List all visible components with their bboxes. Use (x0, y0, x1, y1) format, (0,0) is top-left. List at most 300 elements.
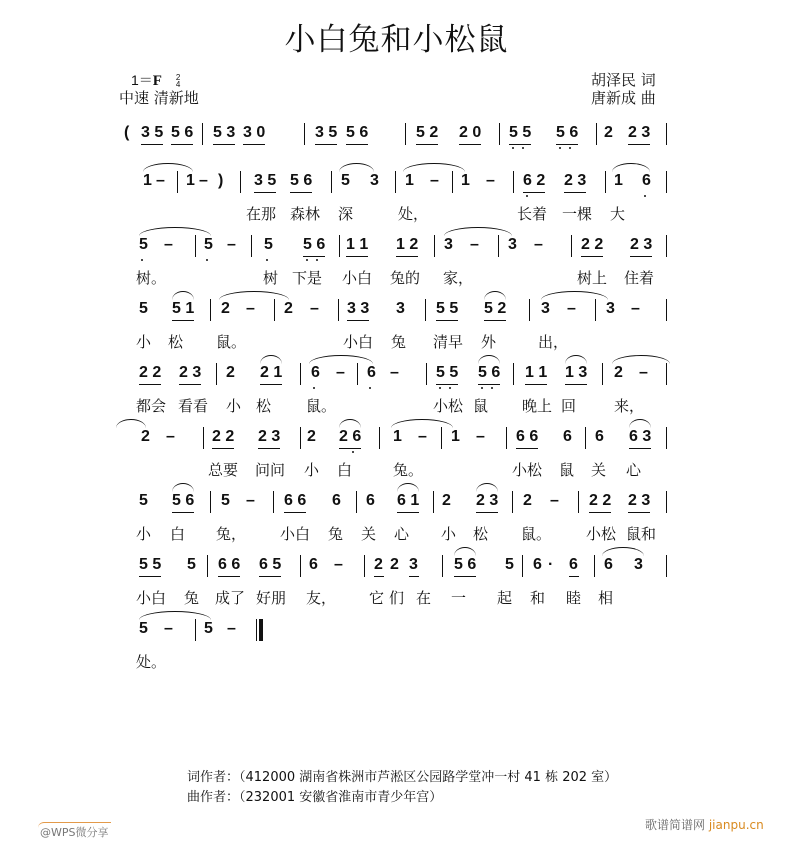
lyric-word: 森林 (290, 205, 321, 223)
score-line (0, 123, 793, 157)
beam-underline (218, 576, 240, 577)
key-signature (131, 71, 180, 90)
bar-line (595, 299, 596, 321)
note: 5 (204, 620, 213, 637)
lyric-word: 长着 (517, 205, 548, 223)
beam-underline (589, 512, 611, 513)
note: 2 6 (339, 428, 362, 445)
lyric-word: 兔 (184, 589, 200, 607)
lyric-word: 小白 (342, 269, 373, 287)
bar-line (666, 123, 667, 145)
lyric-word: 树。 (136, 269, 167, 287)
note: 1 (393, 428, 402, 445)
note: 3 0 (243, 124, 266, 141)
bar-line (498, 235, 499, 257)
beam-underline (212, 448, 234, 449)
lyric-line (0, 331, 793, 365)
bar-line (513, 363, 514, 385)
note: 2 3 (630, 236, 653, 253)
lyric-word: 都会 (136, 397, 167, 415)
lyric-word: 关 (361, 525, 377, 543)
lyric-word: 树上 (577, 269, 608, 287)
lyric-word: 好朋 (256, 589, 287, 607)
note: 6 (311, 364, 320, 381)
note: 6 3 (629, 428, 652, 445)
low-octave-dot (644, 195, 646, 197)
lyric-word: 鼠和 (626, 525, 657, 543)
note: 6 (563, 428, 572, 445)
note: – (631, 300, 640, 317)
lyric-line (0, 459, 793, 493)
note: 5 5 (139, 556, 162, 573)
lyric-word: 兔， (216, 525, 247, 543)
note: 5 3 (213, 124, 236, 141)
low-octave-dot (439, 387, 441, 389)
beam-underline (476, 512, 498, 513)
low-octave-dot (449, 387, 451, 389)
low-octave-dot (316, 259, 318, 261)
note: 3 5 (315, 124, 338, 141)
note: 2 (307, 428, 316, 445)
lyric-word: 处。 (136, 653, 167, 671)
note: 5 5 (436, 364, 459, 381)
note: – (227, 620, 236, 637)
note: 1 1 (346, 236, 369, 253)
bar-line (499, 123, 500, 145)
beam-underline (628, 512, 650, 513)
beam-underline (213, 144, 235, 145)
bar-line (274, 299, 275, 321)
lyric-line (0, 523, 793, 557)
note: 1 2 (396, 236, 419, 253)
beam-underline (556, 144, 578, 145)
note: – (567, 300, 576, 317)
beam-underline (254, 192, 276, 193)
bar-line (195, 619, 196, 641)
bar-line (210, 491, 211, 513)
lyric-word: 家， (443, 269, 474, 287)
beam-underline (172, 320, 194, 321)
bar-line (195, 235, 196, 257)
note: – (310, 300, 319, 317)
low-octave-dot (512, 147, 514, 149)
note: 6 (604, 556, 613, 573)
beam-underline (523, 192, 545, 193)
lyric-word: 白 (337, 461, 353, 479)
low-octave-dot (559, 147, 561, 149)
site-domain: jianpu.cn (708, 818, 764, 832)
note: 2 3 (179, 364, 202, 381)
beam-underline (315, 144, 337, 145)
low-octave-dot (352, 451, 354, 453)
bar-line (300, 555, 301, 577)
bar-line (338, 299, 339, 321)
note: 5 6 (303, 236, 326, 253)
bar-line (585, 427, 586, 449)
bar-line (433, 491, 434, 513)
lyric-word: 小白 (280, 525, 311, 543)
lyric-word: 来， (614, 397, 645, 415)
note: 1 (186, 172, 195, 189)
beam-underline (459, 144, 481, 145)
beam-underline (629, 448, 651, 449)
score-line (0, 235, 793, 269)
beam-underline (436, 320, 458, 321)
bar-line (666, 491, 667, 513)
bar-line (210, 299, 211, 321)
note: – (246, 492, 255, 509)
note: 2 (226, 364, 235, 381)
lyric-word: 和 (530, 589, 546, 607)
bar-line (594, 555, 595, 577)
slur-tie (403, 163, 465, 172)
note: 1 1 (525, 364, 548, 381)
bar-line (379, 427, 380, 449)
note: 2 3 (258, 428, 281, 445)
note: 1 (461, 172, 470, 189)
lyric-word: 兔 (328, 525, 344, 543)
low-octave-dot (526, 195, 528, 197)
low-octave-dot (206, 259, 208, 261)
lyric-word: 小松 (433, 397, 464, 415)
note: 6 (366, 492, 375, 509)
note: – (550, 492, 559, 509)
beam-underline (409, 576, 419, 577)
note: 1 (143, 172, 152, 189)
lyric-word: 大 (610, 205, 626, 223)
score-line (0, 363, 793, 397)
note: 6 (533, 556, 542, 573)
slur-tie (143, 163, 193, 172)
bar-line (202, 123, 203, 145)
note: 2 (374, 556, 383, 573)
lyric-word: 小松 (586, 525, 617, 543)
note: – (246, 300, 255, 317)
beam-underline (509, 144, 531, 145)
lyric-word: 看看 (178, 397, 209, 415)
note: 6 (569, 556, 578, 573)
site-watermark (645, 816, 764, 833)
score-line (0, 555, 793, 589)
lyric-word: 小 (304, 461, 320, 479)
lyric-word: 们 (389, 589, 405, 607)
lyric-word: 小 (226, 397, 242, 415)
note: 3 5 (254, 172, 277, 189)
song-title: 小白兔和小松鼠 (284, 22, 509, 58)
note: 2 (141, 428, 150, 445)
beam-underline (260, 384, 282, 385)
bar-line (339, 235, 340, 257)
beam-underline (525, 384, 547, 385)
beam-underline (172, 512, 194, 513)
beam-underline (416, 144, 438, 145)
beam-underline (396, 256, 418, 257)
lyric-word: 处， (398, 205, 429, 223)
beam-underline (516, 448, 538, 449)
lyric-word: 下是 (292, 269, 323, 287)
lyric-word: 心 (626, 461, 642, 479)
final-bar-thick (259, 619, 263, 641)
note: 6 5 (259, 556, 282, 573)
note: 5 6 (171, 124, 194, 141)
note: 2 2 (212, 428, 235, 445)
lyric-word: 小 (136, 333, 152, 351)
bar-line (666, 299, 667, 321)
note: – (639, 364, 648, 381)
bar-line (452, 171, 453, 193)
score-line (0, 299, 793, 333)
low-octave-dot (369, 387, 371, 389)
note: 5 6 (290, 172, 313, 189)
bar-line (571, 235, 572, 257)
note: – (470, 236, 479, 253)
note: ( (124, 124, 130, 141)
low-octave-dot (481, 387, 483, 389)
key-label: 1＝ (131, 72, 153, 88)
note: 1 (451, 428, 460, 445)
note: 3 5 (141, 124, 164, 141)
note: 5 5 (436, 300, 459, 317)
note: 1 (614, 172, 623, 189)
lyric-word: 小松 (512, 461, 543, 479)
beam-underline (454, 576, 476, 577)
note: – (390, 364, 399, 381)
beam-underline (259, 576, 281, 577)
lyric-word: 睦 (566, 589, 582, 607)
bar-line (426, 363, 427, 385)
lyric-word: 松 (256, 397, 272, 415)
bar-line (300, 427, 301, 449)
bar-line (356, 491, 357, 513)
beam-underline (581, 256, 603, 257)
note: 1 3 (565, 364, 588, 381)
bar-line (666, 555, 667, 577)
beam-underline (478, 384, 500, 385)
lyric-word: 小白 (343, 333, 374, 351)
bar-line (331, 171, 332, 193)
lyric-line (0, 267, 793, 301)
note: 3 (444, 236, 453, 253)
lyric-word: 兔。 (393, 461, 424, 479)
bar-line (512, 491, 513, 513)
note: 2 0 (459, 124, 482, 141)
site-name: 歌谱简谱网 (645, 818, 706, 832)
note: 2 2 (139, 364, 162, 381)
note: 5 (204, 236, 213, 253)
note: 5 5 (509, 124, 532, 141)
bar-line (434, 235, 435, 257)
bar-line (304, 123, 305, 145)
lyric-word: 白 (170, 525, 186, 543)
low-octave-dot (141, 259, 143, 261)
beam-underline (139, 576, 161, 577)
lyric-word: 问问 (255, 461, 286, 479)
note: 6 6 (284, 492, 307, 509)
low-octave-dot (306, 259, 308, 261)
note: 6 (642, 172, 651, 189)
note: 2 (614, 364, 623, 381)
lyric-word: 鼠。 (306, 397, 337, 415)
lyric-word: 它 (369, 589, 385, 607)
beam-underline (569, 576, 579, 577)
note: 2 3 (564, 172, 587, 189)
composer-credit: 唐新成 曲 (591, 89, 656, 107)
wps-share-badge: @WPS微分享 (38, 822, 111, 841)
lyricist-credit: 胡泽民 词 (591, 71, 656, 89)
beam-underline (171, 144, 193, 145)
note: 5 (341, 172, 350, 189)
note: 5 6 (346, 124, 369, 141)
time-signature: 2 4 (175, 73, 181, 90)
note: – (164, 236, 173, 253)
bar-line (506, 427, 507, 449)
lyric-word: 成了 (215, 589, 246, 607)
bar-line (442, 555, 443, 577)
lyric-word: 在那 (246, 205, 277, 223)
note: 2 (604, 124, 613, 141)
note: 5 6 (454, 556, 477, 573)
note: 2 (442, 492, 451, 509)
bar-line (251, 235, 252, 257)
bar-line (207, 555, 208, 577)
lyric-word: 小白 (136, 589, 167, 607)
beam-underline (179, 384, 201, 385)
note: 6 2 (523, 172, 546, 189)
note: – (166, 428, 175, 445)
bar-line (666, 363, 667, 385)
note: 3 (396, 300, 405, 317)
note: 6 6 (516, 428, 539, 445)
bar-line (441, 427, 442, 449)
note: 5 2 (416, 124, 439, 141)
note: · (548, 556, 554, 573)
lyric-word: 松 (473, 525, 489, 543)
beam-underline (346, 256, 368, 257)
note: 6 (309, 556, 318, 573)
bar-line (203, 427, 204, 449)
bar-line (666, 171, 667, 193)
bar-line (529, 299, 530, 321)
bar-line (364, 555, 365, 577)
bar-line (300, 363, 301, 385)
lyric-word: 外 (481, 333, 497, 351)
note: 2 3 (628, 124, 651, 141)
lyric-word: 关 (591, 461, 607, 479)
bar-line (405, 123, 406, 145)
note: 2 (523, 492, 532, 509)
lyric-word: 出， (538, 333, 569, 351)
score-line (0, 171, 793, 205)
lyric-word: 相 (598, 589, 614, 607)
note: 2 2 (581, 236, 604, 253)
lyric-word: 松 (168, 333, 184, 351)
low-octave-dot (491, 387, 493, 389)
lyric-word: 鼠 (473, 397, 489, 415)
bar-line (216, 363, 217, 385)
beam-underline (436, 384, 458, 385)
beam-underline (347, 320, 369, 321)
lyric-word: 树 (263, 269, 279, 287)
note: 5 2 (484, 300, 507, 317)
beam-underline (564, 192, 586, 193)
beam-underline (303, 256, 325, 257)
note: 5 (264, 236, 273, 253)
tempo-marking: 中速 清新地 (119, 89, 199, 107)
bar-line (666, 235, 667, 257)
bar-line (522, 555, 523, 577)
lyric-line (0, 203, 793, 237)
beam-underline (397, 512, 419, 513)
beam-underline (243, 144, 265, 145)
note: 2 (221, 300, 230, 317)
lyric-word: 总要 (208, 461, 239, 479)
lyricist-address: 词作者：（412000 湖南省株洲市芦淞区公园路学堂冲一村 41 栋 202 室） (187, 770, 618, 785)
note: 2 1 (260, 364, 283, 381)
score-line (0, 619, 793, 653)
note: 5 (139, 620, 148, 637)
lyric-word: 鼠。 (216, 333, 247, 351)
slur-tie (612, 163, 650, 172)
note: 1 (405, 172, 414, 189)
beam-underline (628, 144, 650, 145)
lyric-word: 鼠。 (521, 525, 552, 543)
note: – (418, 428, 427, 445)
note: – (164, 620, 173, 637)
lyric-word: 一棵 (562, 205, 593, 223)
note: 6 1 (397, 492, 420, 509)
note: 5 1 (172, 300, 195, 317)
note: 2 2 (589, 492, 612, 509)
lyric-word: 晚上 (522, 397, 553, 415)
key-note: F (152, 73, 162, 89)
score-line (0, 427, 793, 461)
note: 5 (221, 492, 230, 509)
note: 6 (367, 364, 376, 381)
score-line (0, 491, 793, 525)
note: 3 (541, 300, 550, 317)
bar-line (357, 363, 358, 385)
bar-line (596, 123, 597, 145)
beam-underline (346, 144, 368, 145)
note: 3 (409, 556, 418, 573)
low-octave-dot (522, 147, 524, 149)
bar-line (513, 171, 514, 193)
lyric-word: 住着 (624, 269, 655, 287)
note: 5 (187, 556, 196, 573)
note: – (486, 172, 495, 189)
bar-line (605, 171, 606, 193)
note: ) (218, 172, 224, 189)
lyric-word: 清早 (433, 333, 464, 351)
note: 6 (332, 492, 341, 509)
note: – (430, 172, 439, 189)
bar-line (240, 171, 241, 193)
note: 5 (505, 556, 514, 573)
note: 5 6 (478, 364, 501, 381)
note: 6 6 (218, 556, 241, 573)
beam-underline (630, 256, 652, 257)
low-octave-dot (266, 259, 268, 261)
note: – (334, 556, 343, 573)
beam-underline (139, 384, 161, 385)
lyric-word: 友， (306, 589, 337, 607)
lyric-word: 在 (416, 589, 432, 607)
lyric-word: 鼠 (559, 461, 575, 479)
note: 3 3 (347, 300, 370, 317)
lyric-word: 兔 (391, 333, 407, 351)
note: 3 (634, 556, 643, 573)
lyric-line (0, 587, 793, 621)
